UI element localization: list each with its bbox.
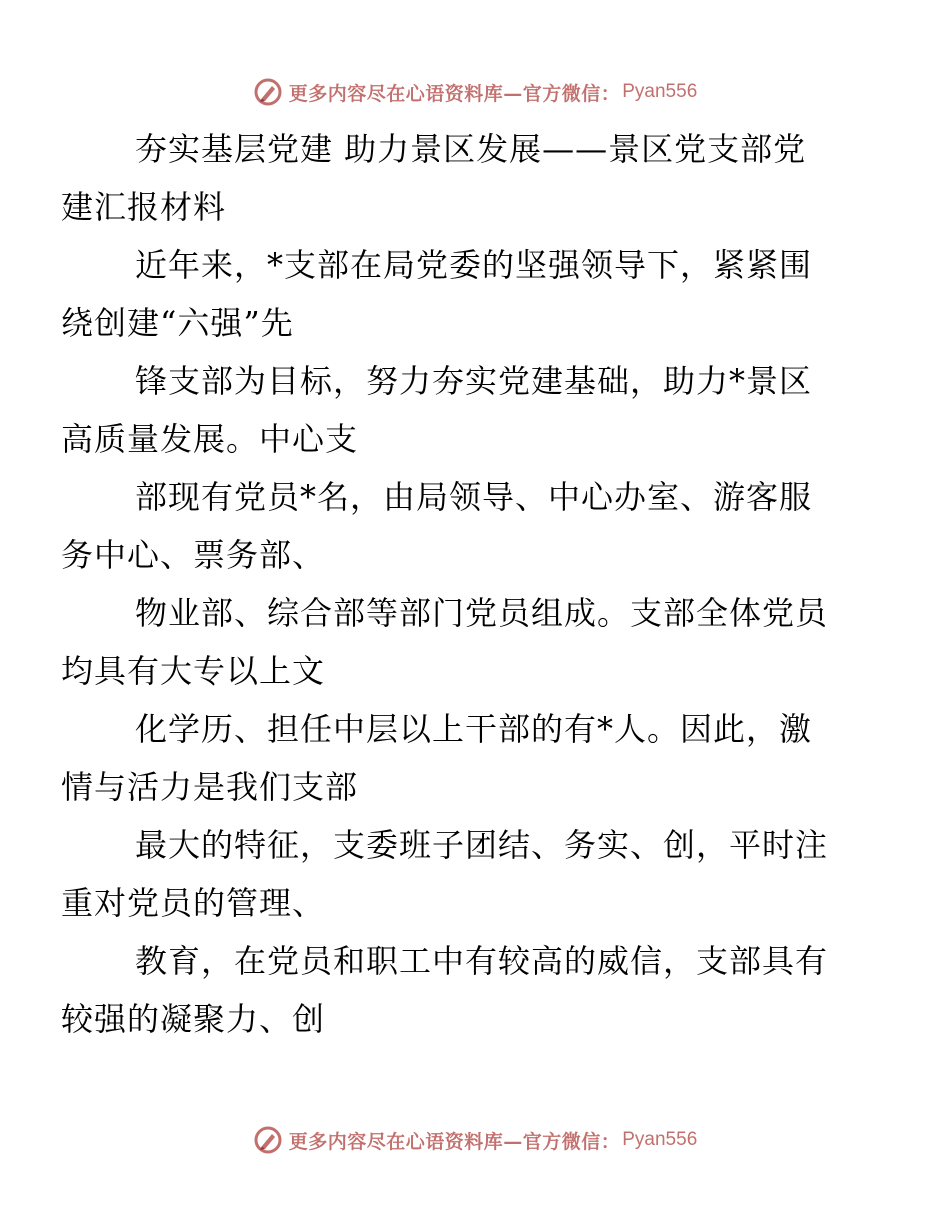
body-paragraph — [61, 468, 858, 584]
paragraph-line: 夯实基层党建 助力景区发展——景区党支部党 — [135, 130, 807, 168]
footer-watermark — [0, 1120, 950, 1160]
body-paragraph — [61, 816, 858, 932]
paragraph-line: 化学历、担任中层以上干部的有*人。因此，激 — [135, 710, 813, 748]
paragraph-line: 均具有大专以上文 — [61, 652, 326, 690]
header-watermark — [0, 72, 950, 112]
pen-logo-icon — [253, 1125, 283, 1155]
paragraph-line: 最大的特征，支委班子团结、务实、创，平时注 — [135, 826, 829, 864]
paragraph-line: 近年来，*支部在局党委的坚强领导下，紧紧围 — [135, 246, 813, 284]
document-title-paragraph — [61, 120, 858, 236]
paragraph-line: 物业部、综合部等部门党员组成。支部全体党员 — [135, 594, 829, 632]
paragraph-line: 重对党员的管理、 — [61, 884, 326, 922]
watermark-text: 更多内容尽在心语资料库—官方微信： — [288, 82, 621, 105]
watermark-wechat-id: Pyan556 — [622, 1129, 698, 1150]
paragraph-line: 锋支部为目标，努力夯实党建基础，助力*景区 — [135, 362, 813, 400]
paragraph-line: 部现有党员*名，由局领导、中心办室、游客服 — [135, 478, 813, 516]
body-paragraph — [61, 352, 858, 468]
paragraph-line: 务中心、票务部、 — [61, 536, 326, 574]
paragraph-line: 教育，在党员和职工中有较高的威信，支部具有 — [135, 942, 829, 980]
watermark-text: 更多内容尽在心语资料库—官方微信： — [288, 1130, 621, 1153]
paragraph-line: 情与活力是我们支部 — [61, 768, 359, 806]
body-paragraph — [61, 932, 858, 1048]
paragraph-line: 高质量发展。中心支 — [61, 420, 359, 458]
pen-logo-icon — [253, 77, 283, 107]
body-paragraph — [61, 700, 858, 816]
body-paragraph — [61, 584, 858, 700]
document-body — [61, 120, 858, 1048]
watermark-wechat-id: Pyan556 — [622, 81, 698, 102]
body-paragraph — [61, 236, 858, 352]
paragraph-line: 绕创建“六强”先 — [61, 304, 294, 342]
paragraph-line: 建汇报材料 — [61, 188, 227, 226]
paragraph-line: 较强的凝聚力、创 — [61, 1000, 326, 1038]
